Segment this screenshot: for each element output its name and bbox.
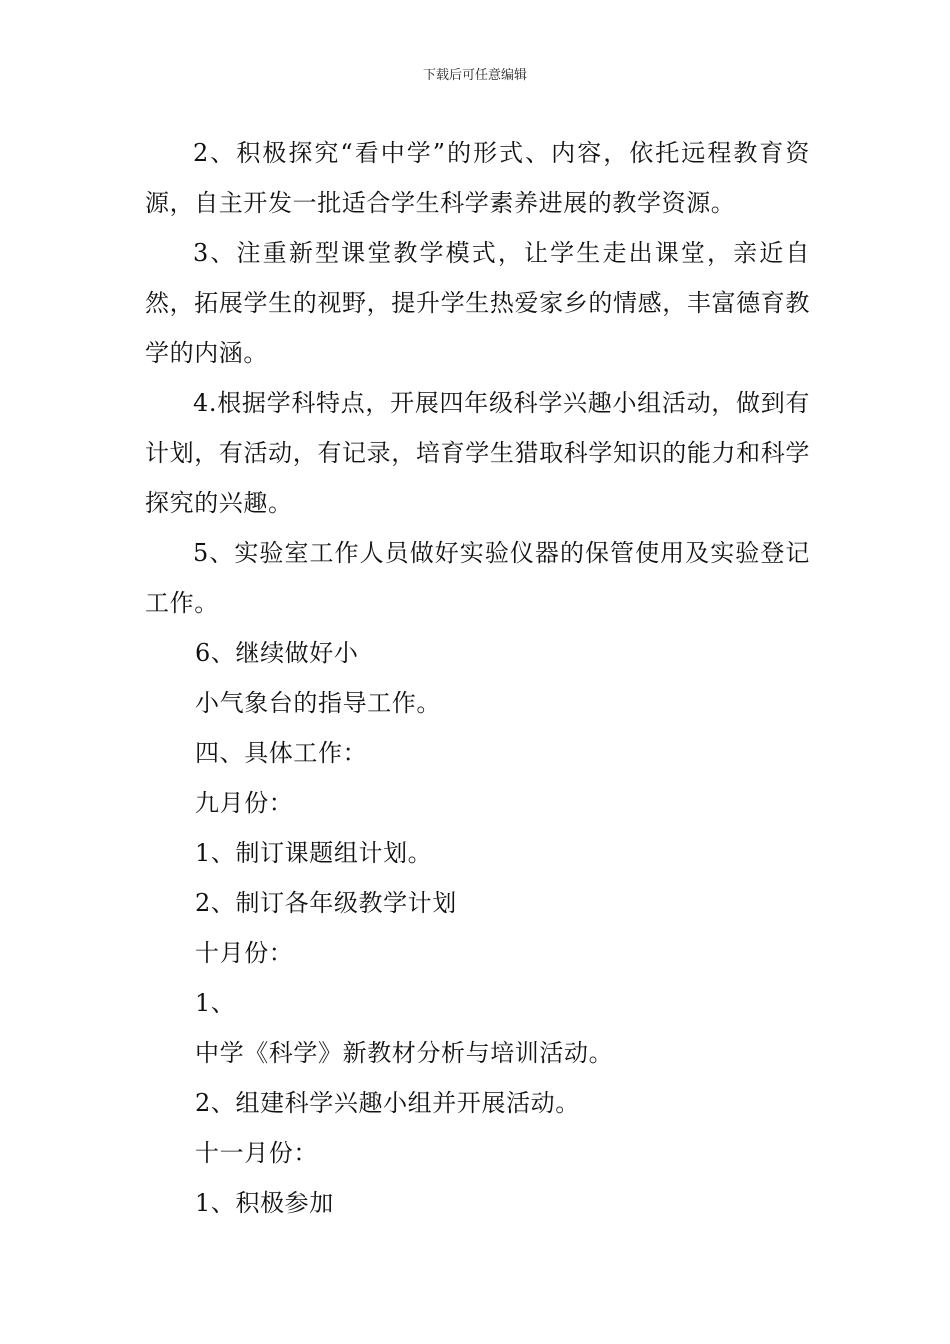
paragraph-item-3: 3、注重新型课堂教学模式，让学生走出课堂，亲近自然，拓展学生的视野，提升学生热爱家乡的情感，丰富德育教学的内涵。 — [145, 239, 810, 367]
october-task-2: 2、组建科学兴趣小组并开展活动。 — [195, 1089, 580, 1117]
october-task-1-text: 中学《科学》新教材分析与培训活动。 — [195, 1039, 614, 1067]
section-heading-specific-work: 四、具体工作： — [195, 739, 368, 767]
line-item-6-continued: 小气象台的指导工作。 — [195, 689, 441, 717]
page-header-note: 下载后可任意编辑 — [422, 68, 527, 83]
line-item-6-start: 6、继续做好小 — [195, 639, 359, 667]
october-task-1-number: 1、 — [195, 989, 236, 1017]
month-heading-october: 十月份： — [195, 939, 294, 967]
month-heading-september: 九月份： — [195, 789, 294, 817]
november-task-1: 1、积极参加 — [195, 1189, 334, 1217]
document-body — [145, 128, 810, 1228]
september-task-2: 2、制订各年级教学计划 — [195, 889, 457, 917]
september-task-1: 1、制订课题组计划。 — [195, 839, 433, 867]
month-heading-november: 十一月份： — [195, 1139, 318, 1167]
paragraph-item-2: 2、积极探究“看中学”的形式、内容，依托远程教育资源，自主开发一批适合学生科学素养进展的教学资源。 — [145, 139, 810, 217]
paragraph-item-5: 5、实验室工作人员做好实验仪器的保管使用及实验登记工作。 — [145, 539, 810, 617]
paragraph-item-4: 4.根据学科特点，开展四年级科学兴趣小组活动，做到有计划，有活动，有记录，培育学生猎取科学知识的能力和科学探究的兴趣。 — [145, 389, 810, 517]
